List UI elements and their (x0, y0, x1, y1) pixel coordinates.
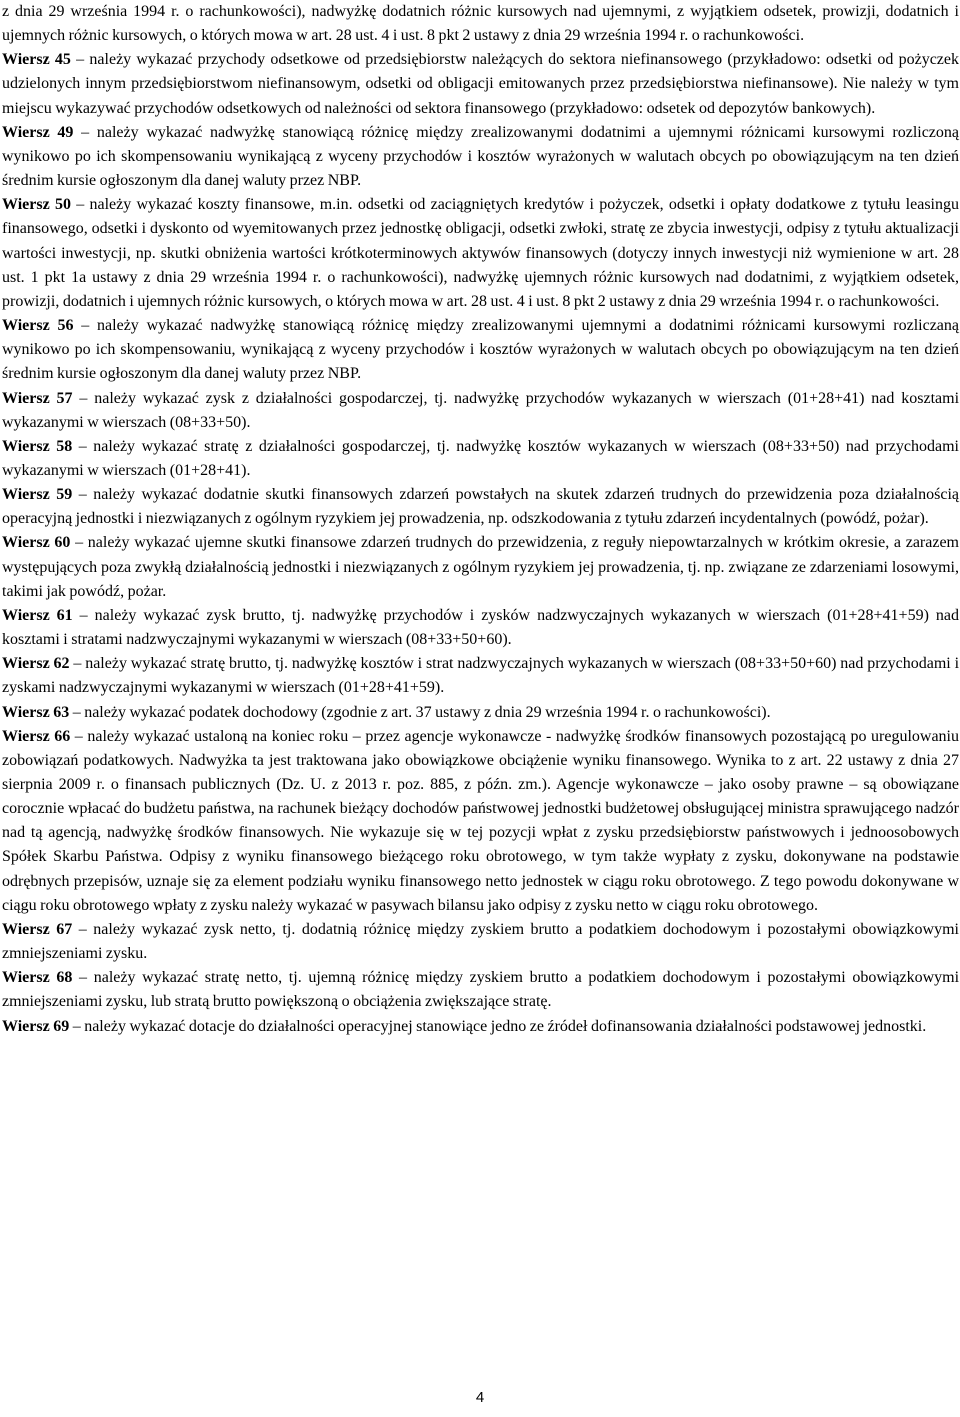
paragraph-wiersz-50 (2, 193, 959, 314)
paragraph-wiersz-49 (2, 121, 959, 193)
paragraph-text: – należy wykazać stratę brutto, tj. nadwyżkę kosztów i strat nadzwyczajnych wykazanych w wierszach (08+33+50+60) nad przychodami i zyskami nadzwyczajnymi wykazanymi w wierszach (01+28+41+59). (2, 655, 960, 697)
row-label: Wiersz 45 (2, 51, 71, 69)
row-label: Wiersz 50 (2, 196, 71, 214)
row-label: Wiersz 61 (2, 606, 73, 624)
paragraph-wiersz-69 (2, 1015, 959, 1039)
row-label: Wiersz 57 (2, 389, 73, 407)
row-label: Wiersz 49 (2, 123, 74, 141)
paragraph-text: z dnia 29 września 1994 r. o rachunkowości), nadwyżkę dodatnich różnic kursowych nad ujemnymi, z wyjątkiem odsetek, prowizji, dodatnich i ujemnych różnic kursowych, o których mowa w art. 28 ust. 4 i ust. 8 pkt 2 ustawy z dnia 29 września 1994 r. o rachunkowości. (2, 3, 959, 45)
paragraph-wiersz-62 (2, 652, 959, 700)
row-label: Wiersz 66 (2, 727, 71, 745)
paragraph-text: – należy wykazać dotacje do działalności operacyjnej stanowiące jedno ze źródeł dofinansowania działalności podstawowej jednostki. (69, 1017, 927, 1035)
row-label: Wiersz 56 (2, 317, 74, 335)
paragraph-wiersz-60 (2, 531, 959, 603)
paragraph-wiersz-68 (2, 966, 959, 1014)
page-number: 4 (475, 1389, 485, 1406)
paragraph-text: – należy wykazać zysk z działalności gospodarczej, tj. nadwyżkę przychodów wykazanych w wierszach (01+28+41) nad kosztami wykazanymi w wierszach (08+33+50). (2, 389, 960, 431)
row-label: Wiersz 63 (2, 703, 70, 721)
paragraph-wiersz-45 (2, 48, 959, 120)
paragraph-text: – należy wykazać koszty finansowe, m.in. odsetki od zaciągniętych kredytów i pożyczek, odsetki i opłaty dodatkowe z tytułu leasingu finansowego, odsetki i dyskonto od wyemitowanych przez jednostkę obligacji, odsetki zwłoki, stratę ze zbycia inwestycji, odpisy z tytułu aktualizacji wartości inwestycji, np. skutki obniżenia wartości krótkoterminowych aktywów finansowych (dotyczy innych inwestycji niż wymienione w art. 28 ust. 1 pkt 1a ustawy z dnia 29 września 1994 r. o rachunkowości), nadwyżkę ujemnych różnic kursowych nad dodatnimi, z wyjątkiem odsetek, prowizji, dodatnich i ujemnych różnic kursowych, o których mowa w art. 28 ust. 4 i ust. 8 pkt 2 ustawy z dnia 29 września 1994 r. o rachunkowości. (2, 196, 960, 310)
row-label: Wiersz 68 (2, 969, 73, 987)
row-label: Wiersz 62 (2, 655, 70, 673)
paragraph-text: – należy wykazać nadwyżkę stanowiącą różnicę między zrealizowanymi ujemnymi a dodatnimi różnicami kursowymi rozliczaną wynikowo po ich skompensowaniu, wynikającą z wyceny przychodów i kosztów wyrażonych w walutach obcych po obowiązującym na ten dzień średnim kursie ogłoszonym dla danej waluty przez NBP. (2, 317, 960, 383)
paragraph-text: – należy wykazać dodatnie skutki finansowych zdarzeń powstałych na skutek zdarzeń trudnych do przewidzenia poza działalnością operacyjną jednostki i niezwiązanych z ogólnym ryzykiem jej prowadzenia, np. odszkodowania z tytułu zdarzeń incydentalnych (powódź, pożar). (2, 486, 960, 528)
paragraph-text: – należy wykazać stratę netto, tj. ujemną różnicę między zyskiem brutto a podatkiem dochodowym i pozostałymi obowiązkowymi zmniejszeniami zysku, lub stratą brutto powiększoną o obciążenia zwiększające stratę. (2, 969, 960, 1011)
paragraph-continuation (2, 0, 959, 48)
paragraph-wiersz-66 (2, 725, 959, 918)
paragraph-wiersz-63 (2, 701, 959, 725)
paragraph-text: – należy wykazać stratę z działalności gospodarczej, tj. nadwyżkę kosztów wykazanych w wierszach (08+33+50) nad przychodami wykazanymi w wierszach (01+28+41). (2, 437, 960, 479)
paragraph-text: – należy wykazać nadwyżkę stanowiącą różnicę między zrealizowanymi dodatnimi a ujemnymi różnicami kursowymi rozliczoną wynikowo po ich skompensowaniu wynikającą z wyceny przychodów i kosztów wyrażonych w walutach obcych po obowiązującym na ten dzień średnim kursie ogłoszonym dla danej waluty przez NBP. (2, 123, 960, 190)
paragraph-wiersz-57 (2, 387, 959, 435)
paragraph-wiersz-56 (2, 314, 959, 386)
row-label: Wiersz 69 (2, 1017, 70, 1035)
paragraph-text: – należy wykazać ustaloną na koniec roku – przez agencje wykonawcze - nadwyżkę środków finansowych pozostającą po uregulowaniu zobowiązań podatkowych. Nadwyżka ta jest traktowana jako obowiązkowe obciążenie wyniku finansowego. Wynika to z art. 22 ustawy z dnia 27 sierpnia 2009 r. o finansach publicznych (Dz. U. z 2013 r. poz. 885, z późn. zm.). Agencje wykonawcze – jako osoby prawne – są obowiązane corocznie wpłacać do budżetu państwa, na rachunek bieżący dochodów państwowej jednostki budżetowej obsługującej ministra sprawującego nadzór nad tą agencją, nadwyżkę środków finansowych. Nie wykazuje się w tej pozycji wpłat z zysku przedsiębiorstw państwowych i jednoosobowych Spółek Skarbu Państwa. Odpisy z wyniku finansowego bieżącego roku obrotowego, w tym także wypłaty z zysku, dokonywane na podstawie odrębnych przepisów, uznaje się za element podziału wyniku finansowego netto jednostek w ciągu roku obrotowego. Z tego powodu dokonywane w ciągu roku obrotowego wpłaty z zysku należy wykazać w pasywach bilansu jako odpisy z zysku netto w ciągu roku obrotowego. (2, 727, 960, 914)
row-label: Wiersz 58 (2, 437, 73, 455)
row-label: Wiersz 60 (2, 534, 71, 552)
paragraph-wiersz-59 (2, 483, 959, 531)
paragraph-text: – należy wykazać podatek dochodowy (zgodnie z art. 37 ustawy z dnia 29 września 1994 r. o rachunkowości). (69, 703, 771, 721)
row-label: Wiersz 67 (2, 920, 73, 938)
paragraph-wiersz-58 (2, 435, 959, 483)
row-label: Wiersz 59 (2, 486, 73, 504)
paragraph-text: – należy wykazać zysk brutto, tj. nadwyżkę przychodów i zysków nadzwyczajnych wykazanych w wierszach (01+28+41+59) nad kosztami i stratami nadzwyczajnymi wykazanymi w wierszach (08+33+50+60). (2, 606, 959, 649)
paragraph-text: – należy wykazać ujemne skutki finansowe zdarzeń trudnych do przewidzenia, z reguły niepowtarzalnych w krótkim okresie, a zarazem występujących poza zwykłą działalnością jednostki i niezwiązanych z ogólnym ryzykiem jej prowadzenia, tj. np. związane ze zdarzeniami losowymi, takimi jak powódź, pożar. (2, 534, 960, 600)
paragraph-text: – należy wykazać przychody odsetkowe od przedsiębiorstw należących do sektora niefinansowego (przykładowo: odsetki od pożyczek udzielonych innym przedsiębiorstwom niefinansowym, odsetki od obligacji emitowanych przez przedsiębiorstwa niefinansowe). Nie należy w tym miejscu wykazywać przychodów odsetkowych od należności od sektora finansowego (przykładowo: odsetek od depozytów bankowych). (2, 51, 960, 117)
paragraph-wiersz-61 (2, 604, 959, 652)
paragraph-text: – należy wykazać zysk netto, tj. dodatnią różnicę między zyskiem brutto a podatkiem dochodowym i pozostałymi obowiązkowymi zmniejszeniami zysku. (2, 920, 959, 963)
paragraph-wiersz-67 (2, 918, 959, 966)
